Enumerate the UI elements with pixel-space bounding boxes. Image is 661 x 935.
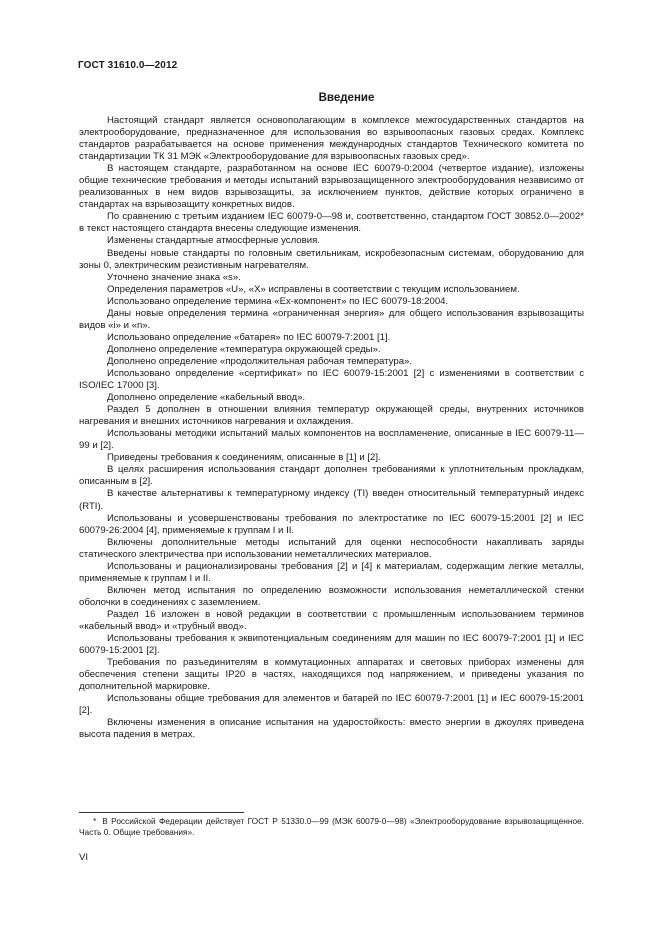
- paragraph: Требования по разъединителям в коммутационных аппаратах и световых приборах изменены для обеспечения степени защиты IP20 в частях, находящихся под напряжением, и приведены указания по дополнительной маркировке.: [79, 657, 584, 693]
- footnote-mark: *: [93, 816, 97, 826]
- footnote-text: В Российской Федерации действует ГОСТ Р 51330.0—99 (МЭК 60079-0—98) «Электрооборудование взрывозащищенное. Часть 0. Общие требования».: [79, 816, 584, 838]
- paragraph: Дополнено определение «температура окружающей среды».: [107, 343, 381, 355]
- paragraph: Даны новые определения термина «ограниченная энергия» для общего использования взрывозащиты видов «i» и «n».: [79, 307, 584, 331]
- paragraph: Использовано определение «батарея» по IEC 60079-7:2001 [1].: [107, 331, 391, 343]
- paragraph: Уточнено значение знака «s».: [107, 271, 241, 283]
- paragraph: В настоящем стандарте, разработанном на основе IEC 60079-0:2004 (четвертое издание), изложены общие технические требования и методы испытаний взрывозащищенного электрооборудования независимо от реализованных в нем видов взрывозащиты, за исключением пунктов, действие которых ограничено в стандартах на взрывозащиту конкретных видов.: [79, 163, 584, 211]
- paragraph: По сравнению с третьим изданием IEC 60079-0—98 и, соответственно, стандартом ГОСТ 30852.0—2002* в текст настоящего стандарта внесены следующие изменения.: [79, 211, 584, 235]
- paragraph: Включены дополнительные методы испытаний для оценки неспособности накапливать заряды статического электричества при использовании неметаллических материалов.: [79, 536, 584, 560]
- paragraph: Использовано определение термина «Ex-компонент» по IEC 60079-18:2004.: [107, 295, 449, 307]
- paragraph: Дополнено определение «продолжительная рабочая температура».: [107, 355, 413, 367]
- paragraph: Настоящий стандарт является основополагающим в комплексе межгосударственных стандартов на электрооборудование, предназначенное для использования во взрывоопасных газовых средах. Комплекс стандартов разрабатывается на основе применения международных стандартов Технического комитета по стандартизации ТК 31 МЭК «Электрооборудование для взрывоопасных газовых сред».: [79, 115, 584, 163]
- paragraph: Изменены стандартные атмосферные условия.: [107, 235, 320, 247]
- paragraph: Дополнено определение «кабельный ввод».: [107, 392, 306, 404]
- paragraph: Использовано определение «сертификат» по IEC 60079-15:2001 [2] с изменениями в соответствии с ISO/IEC 17000 [3].: [79, 367, 584, 392]
- paragraph: Определения параметров «U», «X» исправлены в соответствии с текущим использованием.: [107, 283, 520, 295]
- document-code-header: ГОСТ 31610.0—2012: [78, 60, 178, 71]
- paragraph: Использованы общие требования для элементов и батарей по IEC 60079-7:2001 [1] и IEC 60079-15:2001 [2].: [79, 693, 584, 717]
- footnote: [79, 816, 584, 838]
- paragraph: Приведены требования к соединениям, описанные в [1] и [2].: [107, 452, 381, 464]
- page-number: VI: [79, 852, 89, 863]
- footnote-divider: [79, 812, 244, 813]
- paragraph: В целях расширения использования стандарт дополнен требованиями к уплотнительным прокладкам, описанным в [2].: [79, 464, 584, 488]
- paragraph: В качестве альтернативы к температурному индексу (TI) введен относительный температурный индекс (RTI).: [79, 488, 584, 512]
- introduction-body: [79, 115, 584, 741]
- paragraph: Использованы и усовершенствованы требования по электростатике по IEC 60079-15:2001 [2] и IEC 60079-26:2004 [4], применяемые к группам I и II.: [79, 512, 584, 536]
- paragraph: Использованы методики испытаний малых компонентов на воспламенение, описанные в IEC 60079-11—99 и [2].: [79, 428, 584, 452]
- section-title: Введение: [318, 92, 375, 104]
- paragraph: Использованы и рационализированы требования [2] и [4] к материалам, содержащим легкие металлы, применяемые к группам I и II.: [79, 560, 584, 584]
- paragraph: Включены изменения в описание испытания на ударостойкость: вместо энергии в джоулях приведена высота падения в метрах.: [79, 717, 584, 741]
- paragraph: Раздел 5 дополнен в отношении влияния температур окружающей среды, внутренних источников нагревания и внешних источников нагревания и охлаждения.: [79, 404, 584, 428]
- paragraph: Включен метод испытания по определению возможности использования неметаллической стенки оболочки в соединениях с заземлением.: [79, 584, 584, 608]
- paragraph: Использованы требования к эквипотенциальным соединениям для машин по IEC 60079-7:2001 [1] и IEC 60079-15:2001 [2].: [79, 633, 584, 657]
- paragraph: Раздел 16 изложен в новой редакции в соответствии с промышленным использованием терминов «кабельный ввод» и «трубный ввод».: [79, 608, 584, 632]
- paragraph: Введены новые стандарты по головным светильникам, искробезопасным системам, оборудованию для зоны 0, электрическим резистивным нагревателям.: [79, 247, 584, 271]
